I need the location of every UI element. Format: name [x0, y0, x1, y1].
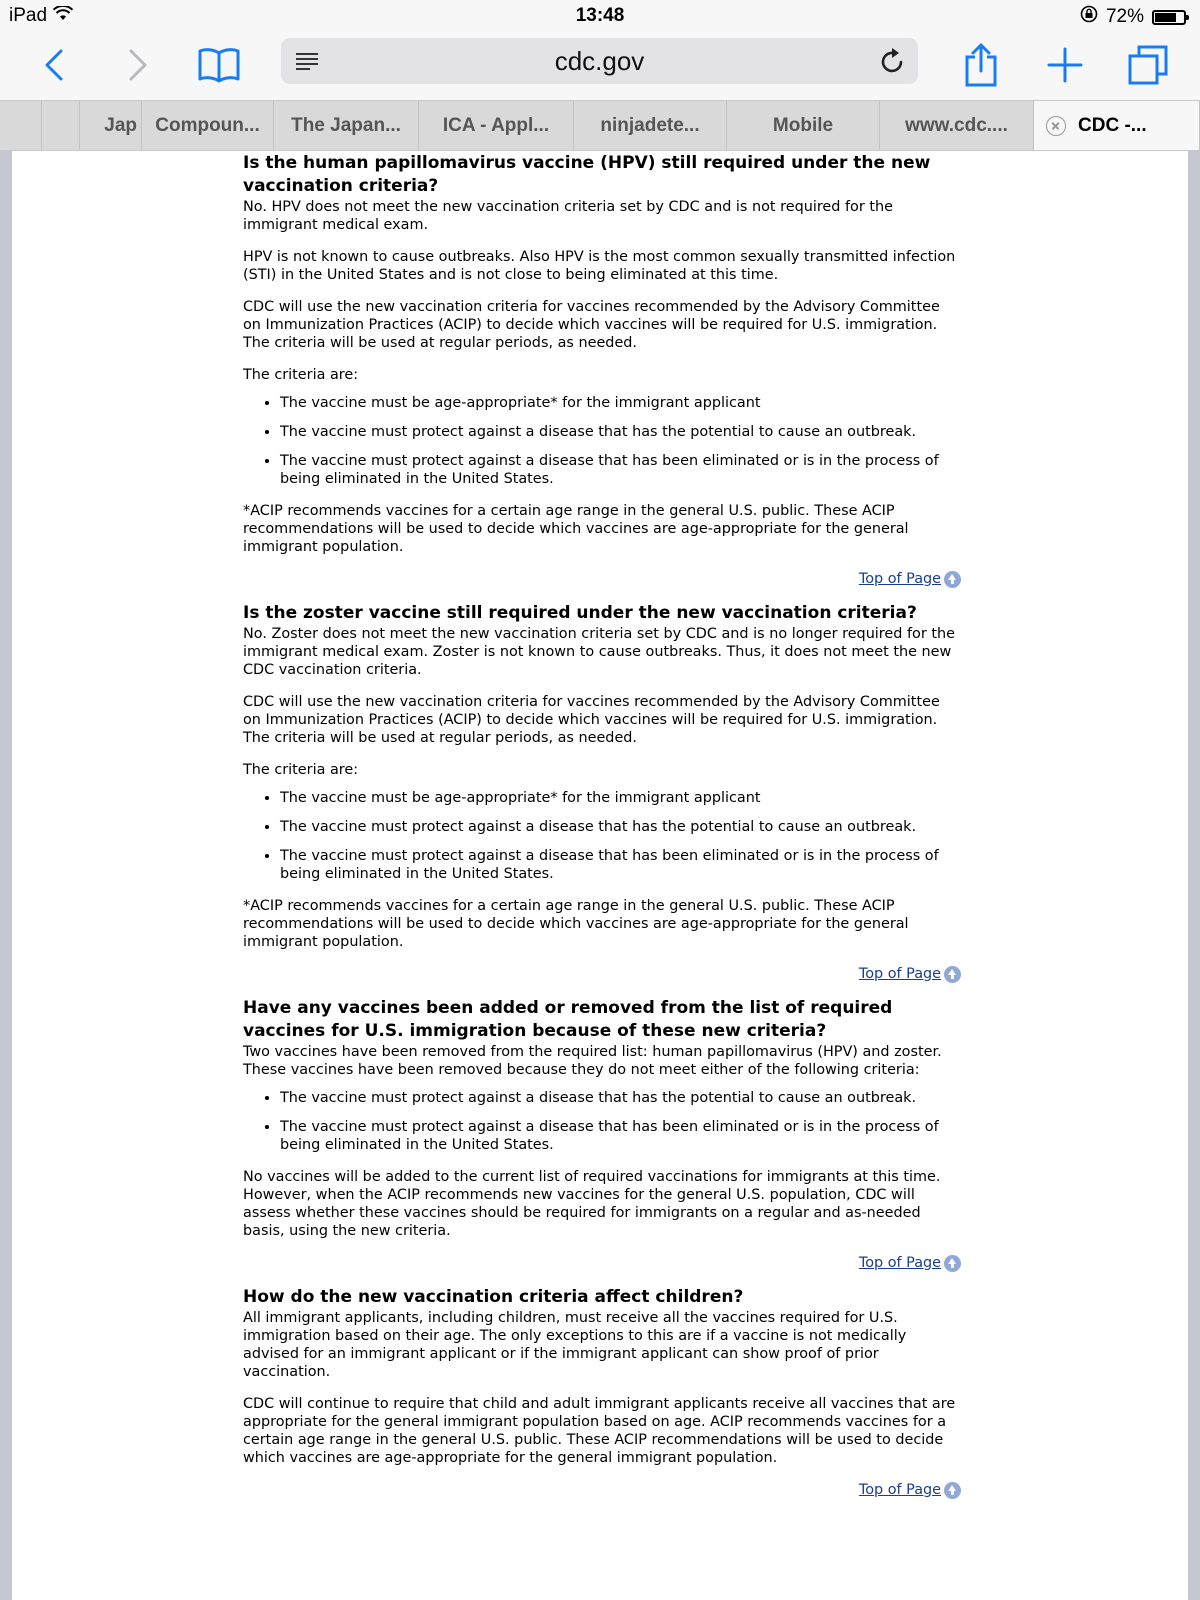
tab-label: www.cdc.... [905, 114, 1008, 136]
faq-heading: How do the new vaccination criteria affect children? [243, 1287, 744, 1307]
tab-label: Compoun... [155, 114, 260, 136]
tab-stacked-2[interactable] [42, 101, 80, 150]
tab-ica-appl[interactable] [419, 101, 574, 150]
faq-heading: Is the human papillomavirus vaccine (HPV) still required under the new vaccination criteria? [243, 153, 931, 196]
top-of-page-link[interactable]: Top of Page [858, 1482, 941, 1498]
tab-mobile[interactable] [727, 101, 880, 150]
forward-button[interactable] [120, 40, 156, 90]
tab-label: Jap [104, 114, 137, 136]
faq-heading: Is the zoster vaccine still required under the new vaccination criteria? [243, 603, 917, 623]
list-item: • The vaccine must protect against a disease that has the potential to cause an outbreak. [280, 1089, 961, 1107]
top-of-page-link[interactable]: Top of Page [858, 571, 941, 587]
tab-stacked[interactable] [0, 101, 42, 150]
tab-compoun[interactable] [142, 101, 274, 150]
tab-label: ninjadete... [600, 114, 700, 136]
top-of-page [243, 1254, 961, 1272]
faq-zoster [243, 602, 961, 983]
tab-cdc-active[interactable] [1034, 101, 1200, 150]
faq-paragraph: CDC will continue to require that child and adult immigrant applicants receive all vaccines that are appropriate for the general immigrant population based on age. ACIP recommends vaccines for a certain age range in the general U.S. public. These ACIP recommendations will be used to decide which vaccines are age-appropriate for the general immigrant population. [243, 1396, 956, 1466]
top-of-page [243, 1481, 961, 1499]
list-item: • The vaccine must protect against a disease that has been eliminated or is in the process of being eliminated in the United States. [280, 847, 961, 883]
bookmarks-button[interactable] [194, 40, 244, 90]
tab-label: ICA - Appl... [442, 114, 550, 136]
faq-paragraph: The criteria are: [243, 762, 359, 778]
top-of-page-link[interactable]: Top of Page [858, 966, 941, 982]
faq-paragraph: CDC will use the new vaccination criteria for vaccines recommended by the Advisory Committee on Immunization Practices (ACIP) to decide which vaccines will be required for U.S. immigration. The criteria will be used at regular periods, as needed. [243, 694, 940, 746]
share-button[interactable] [958, 40, 1004, 90]
faq-paragraph: No. HPV does not meet the new vaccination criteria set by CDC and is not required for the immigrant medical exam. [243, 199, 893, 233]
top-of-page [243, 570, 961, 588]
criteria-list [243, 394, 961, 488]
arrow-up-icon[interactable] [944, 966, 961, 983]
tab-the-japan[interactable] [274, 101, 419, 150]
rotation-lock-icon [1080, 5, 1098, 29]
arrow-up-icon[interactable] [944, 1255, 961, 1272]
faq-children [243, 1286, 961, 1499]
faq-paragraph: *ACIP recommends vaccines for a certain age range in the general U.S. public. These ACIP recommendations will be used to decide which vaccines are age-appropriate for the general immigrant population. [243, 898, 909, 950]
list-item: • The vaccine must protect against a disease that has been eliminated or is in the process of being eliminated in the United States. [280, 452, 961, 488]
tab-label: Mobile [772, 114, 834, 136]
top-of-page [243, 965, 961, 983]
tab-label: The Japan... [291, 114, 401, 136]
tab-www-cdc[interactable] [880, 101, 1034, 150]
list-item: • The vaccine must protect against a disease that has the potential to cause an outbreak. [280, 818, 961, 836]
status-right [1080, 5, 1186, 29]
criteria-list [243, 789, 961, 883]
arrow-up-icon[interactable] [944, 571, 961, 588]
criteria-list [243, 1089, 961, 1154]
list-item: • The vaccine must be age-appropriate* for the immigrant applicant [280, 789, 961, 807]
faq-paragraph: No vaccines will be added to the current list of required vaccinations for immigrants at this time. However, when the ACIP recommends new vaccines for the general U.S. population, CDC will assess whether these vaccines should be required for immigrants on a regular and as-needed basis, using the new criteria. [243, 1169, 941, 1239]
list-item: • The vaccine must be age-appropriate* for the immigrant applicant [280, 394, 961, 412]
tab-jap[interactable] [80, 101, 142, 150]
tab-bar [0, 100, 1200, 151]
faq-heading: Have any vaccines been added or removed from the list of required vaccines for U.S. immigration because of these new criteria? [243, 998, 893, 1041]
faq-added-removed [243, 997, 961, 1272]
tabs-overview-button[interactable] [1124, 40, 1172, 90]
new-tab-button[interactable] [1042, 40, 1088, 90]
faq-paragraph: HPV is not known to cause outbreaks. Also HPV is the most common sexually transmitted infection (STI) in the United States and is not close to being eliminated at this time. [243, 249, 956, 283]
status-bar [0, 0, 1200, 34]
faq-paragraph: Two vaccines have been removed from the required list: human papillomavirus (HPV) and zoster. These vaccines have been removed because they do not meet either of the following criteria: [243, 1044, 942, 1078]
device-name: iPad [9, 5, 48, 26]
reload-icon[interactable] [880, 47, 906, 79]
arrow-up-icon[interactable] [944, 1482, 961, 1499]
faq-paragraph: *ACIP recommends vaccines for a certain age range in the general U.S. public. These ACIP recommendations will be used to decide which vaccines are age-appropriate for the general immigrant population. [243, 503, 909, 555]
close-tab-icon[interactable] [1046, 116, 1066, 136]
faq-paragraph: No. Zoster does not meet the new vaccination criteria set by CDC and is no longer required for the immigrant medical exam. Zoster is not known to cause outbreaks. Thus, it does not meet the new CDC vaccination criteria. [243, 626, 955, 678]
top-of-page-link[interactable]: Top of Page [858, 1255, 941, 1271]
faq-paragraph: The criteria are: [243, 367, 359, 383]
address-bar[interactable] [281, 38, 918, 84]
browser-toolbar [0, 34, 1200, 100]
faq-hpv [243, 152, 961, 588]
clock: 13:48 [575, 5, 625, 26]
battery-icon [1152, 10, 1186, 25]
back-button[interactable] [36, 40, 72, 90]
faq-paragraph: CDC will use the new vaccination criteria for vaccines recommended by the Advisory Committee on Immunization Practices (ACIP) to decide which vaccines will be required for U.S. immigration. The criteria will be used at regular periods, as needed. [243, 299, 940, 351]
tab-ninjadete[interactable] [574, 101, 727, 150]
faq-paragraph: All immigrant applicants, including children, must receive all the vaccines required for U.S. immigration based on their age. The only exceptions to this are if a vaccine is not medically advised for an immigrant applicant or if the immigrant applicant can show proof of prior vaccination. [243, 1310, 907, 1380]
battery-percent: 72% [1105, 6, 1144, 27]
list-item: • The vaccine must protect against a disease that has the potential to cause an outbreak. [280, 423, 961, 441]
page-content [243, 152, 961, 1513]
list-item: • The vaccine must protect against a disease that has been eliminated or is in the process of being eliminated in the United States. [280, 1118, 961, 1154]
url-text: cdc.gov [554, 46, 645, 76]
tab-label: CDC -... [1078, 114, 1147, 136]
